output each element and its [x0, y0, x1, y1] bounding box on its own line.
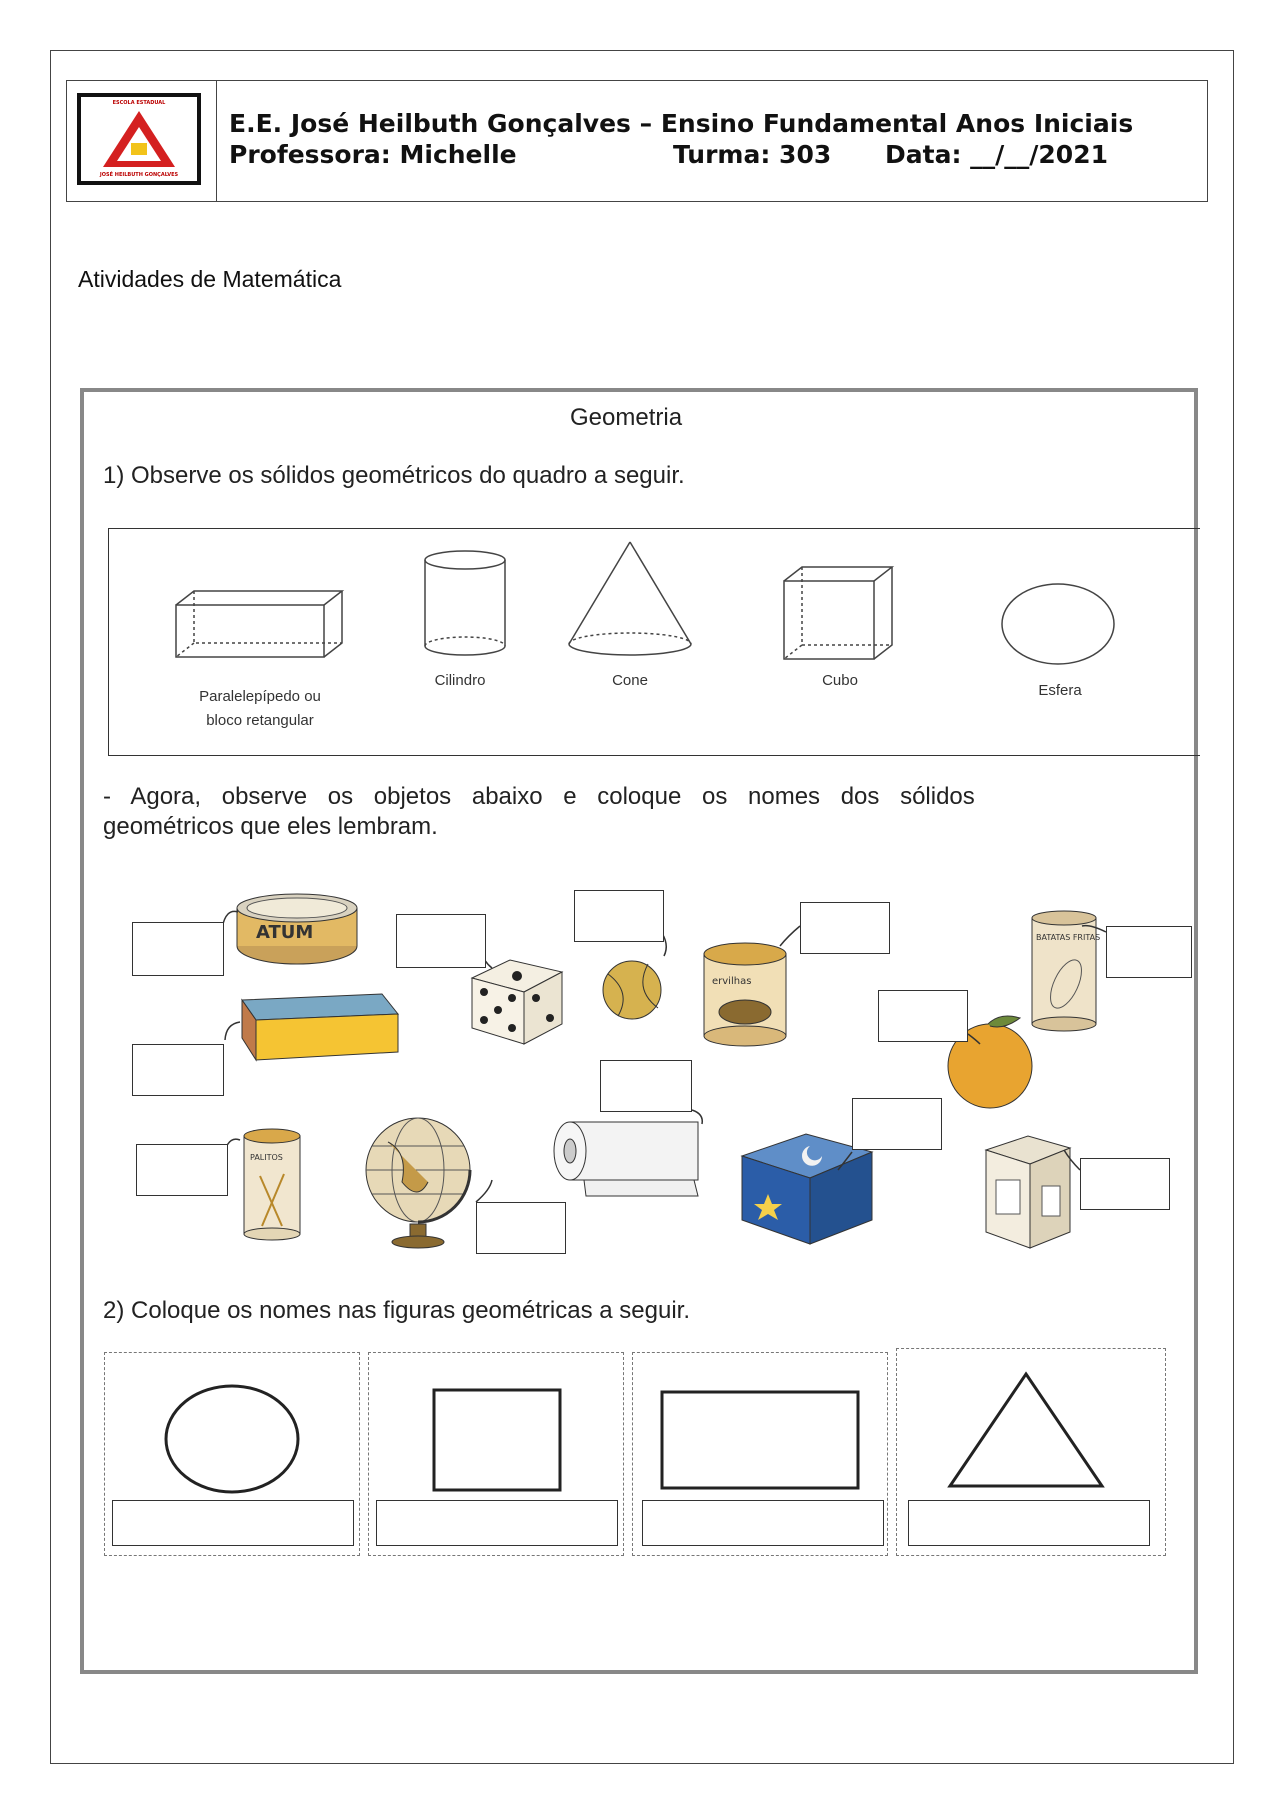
object-answer-box-2[interactable]	[396, 914, 486, 968]
circle-shape-icon	[164, 1384, 300, 1494]
object-answer-box-10[interactable]	[136, 1144, 228, 1196]
instruction-line-2: geométricos que eles lembram.	[103, 813, 438, 840]
teacher-label: Professora: Michelle	[229, 140, 517, 169]
tuna-can-text: ATUM	[256, 922, 314, 943]
question-1: 1) Observe os sólidos geométricos do quadro a seguir.	[103, 462, 685, 489]
solid-label-cylinder: Cilindro	[434, 672, 486, 689]
worksheet-title: Geometria	[570, 404, 683, 431]
shape-answer-box-2[interactable]	[376, 1500, 618, 1546]
object-answer-box-12[interactable]	[1080, 1158, 1170, 1210]
solid-label-parallelepiped: Paralelepípedo ou bloco retangular	[199, 688, 321, 729]
instruction-line-1: - Agora, observe os objetos abaixo e coloque os nomes dos sólidos	[103, 783, 975, 810]
logo-text-top: ESCOLA ESTADUAL	[112, 100, 166, 106]
object-answer-box-3[interactable]	[574, 890, 664, 942]
rectangle-shape-icon	[660, 1390, 860, 1490]
object-answer-box-8[interactable]	[600, 1060, 692, 1112]
shape-answer-box-3[interactable]	[642, 1500, 884, 1546]
chips-can-text: BATATAS FRITAS	[1036, 933, 1101, 942]
shape-answer-box-4[interactable]	[908, 1500, 1150, 1546]
toothpick-jar-text: PALITOS	[250, 1153, 283, 1162]
object-answer-box-11[interactable]	[476, 1202, 566, 1254]
date-label: Data: __/__/2021	[885, 140, 1108, 169]
logo-text-bottom: JOSÉ HEILBUTH GONÇALVES	[99, 172, 179, 178]
object-answer-box-4[interactable]	[800, 902, 890, 954]
section-title: Atividades de Matemática	[78, 266, 342, 292]
solid-label-cube: Cubo	[822, 672, 858, 689]
class-label: Turma: 303	[673, 140, 832, 169]
shape-answer-box-1[interactable]	[112, 1500, 354, 1546]
object-answer-box-9[interactable]	[852, 1098, 942, 1150]
object-answer-box-1[interactable]	[132, 922, 224, 976]
solid-label-sphere: Esfera	[1038, 682, 1082, 699]
question-2: 2) Coloque os nomes nas figuras geométricas a seguir.	[103, 1297, 690, 1324]
object-answer-box-6[interactable]	[132, 1044, 224, 1096]
square-shape-icon	[432, 1388, 562, 1492]
peas-can-text: ervilhas	[712, 976, 752, 987]
school-name: E.E. José Heilbuth Gonçalves – Ensino Fundamental Anos Iniciais	[229, 109, 1134, 138]
object-answer-box-7[interactable]	[878, 990, 968, 1042]
object-answer-box-5[interactable]	[1106, 926, 1192, 978]
solid-label-cone: Cone	[612, 672, 648, 689]
triangle-shape-icon	[946, 1370, 1106, 1490]
